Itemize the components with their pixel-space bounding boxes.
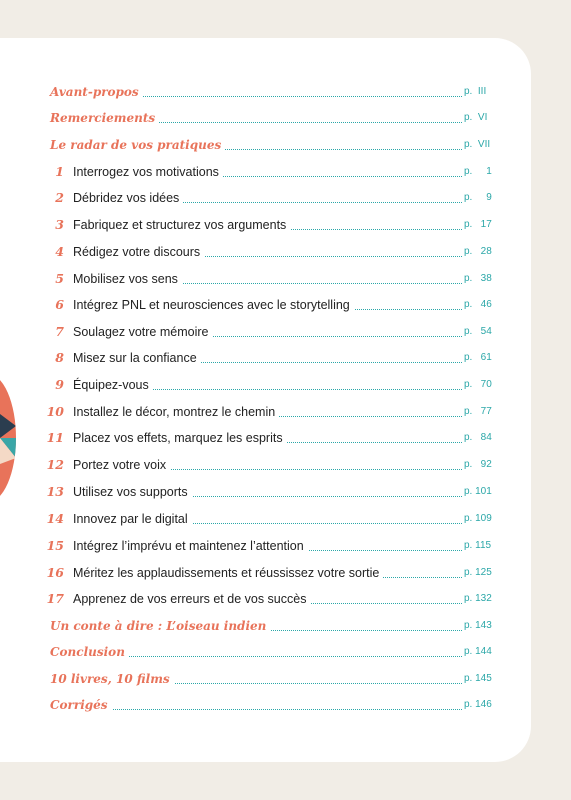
entry-title: Misez sur la confiance — [73, 348, 201, 368]
toc-entry[interactable] — [0, 509, 531, 529]
entry-title: Intégrez PNL et neurosciences avec le storytelling — [73, 295, 354, 315]
toc-entry[interactable] — [0, 215, 531, 235]
entry-title: Un conte à dire : L’oiseau indien — [50, 616, 270, 636]
entry-title: Installez le décor, montrez le chemin — [73, 402, 279, 422]
chapter-number: 10 — [46, 404, 64, 419]
page-number: p. 61 — [464, 352, 492, 363]
chapter-number: 17 — [46, 591, 64, 606]
page-number: p. III — [464, 86, 487, 97]
chapter-number: 14 — [46, 511, 64, 526]
toc-entry[interactable] — [0, 642, 531, 662]
toc-entry[interactable] — [0, 563, 531, 583]
toc-entry[interactable] — [0, 295, 531, 315]
toc-entry[interactable] — [0, 322, 531, 342]
toc-entry[interactable] — [0, 188, 531, 208]
chapter-number: 8 — [55, 350, 64, 365]
entry-title: Intégrez l’imprévu et maintenez l’attention — [73, 536, 308, 556]
page-number: p. 28 — [464, 246, 492, 257]
entry-title: 10 livres, 10 films — [50, 669, 174, 689]
page-number: p. 143 — [464, 620, 492, 631]
page-number: p. 46 — [464, 299, 492, 310]
entry-title: Innovez par le digital — [73, 509, 192, 529]
page-number: p. 77 — [464, 406, 492, 417]
entry-title: Débridez vos idées — [73, 188, 183, 208]
toc-entry[interactable] — [0, 455, 531, 475]
entry-title: Portez votre voix — [73, 455, 170, 475]
entry-title: Méritez les applaudissements et réussissez votre sortie — [73, 563, 383, 583]
entry-title: Mobilisez vos sens — [73, 269, 182, 289]
entry-title: Rédigez votre discours — [73, 242, 204, 262]
page-number: p. 17 — [464, 219, 492, 230]
toc-entry[interactable] — [0, 589, 531, 609]
chapter-number: 12 — [46, 457, 64, 472]
entry-title: Avant-propos — [50, 82, 143, 102]
entry-title: Placez vos effets, marquez les esprits — [73, 428, 287, 448]
page-number: p. 145 — [464, 673, 492, 684]
page-number: p. 109 — [464, 513, 492, 524]
entry-title: Fabriquez et structurez vos arguments — [73, 215, 290, 235]
toc-entry[interactable] — [0, 162, 531, 182]
chapter-number: 11 — [46, 430, 64, 445]
entry-title: Soulagez votre mémoire — [73, 322, 212, 342]
entry-title: Le radar de vos pratiques — [50, 135, 225, 155]
chapter-number: 16 — [46, 565, 64, 580]
page-number: p. 9 — [464, 192, 492, 203]
toc-entry[interactable] — [0, 135, 531, 155]
toc-entry[interactable] — [0, 375, 531, 395]
toc-entry[interactable] — [0, 82, 531, 102]
entry-title: Apprenez de vos erreurs et de vos succès — [73, 589, 310, 609]
entry-title: Remerciements — [50, 108, 159, 128]
toc-entry[interactable] — [0, 348, 531, 368]
chapter-number: 9 — [55, 377, 64, 392]
entry-title: Équipez-vous — [73, 375, 153, 395]
page-number: p. 132 — [464, 593, 492, 604]
page-number: p. 70 — [464, 379, 492, 390]
page-number: p. VII — [464, 139, 491, 150]
page-number: p. 92 — [464, 459, 492, 470]
chapter-number: 4 — [55, 244, 64, 259]
entry-title: Utilisez vos supports — [73, 482, 192, 502]
page-number: p. 125 — [464, 567, 492, 578]
page-number: p. 115 — [464, 540, 492, 551]
page-number: p. VI — [464, 112, 488, 123]
toc-entry[interactable] — [0, 536, 531, 556]
dot-leader — [50, 695, 462, 710]
chapter-number: 3 — [55, 217, 64, 232]
toc-entry[interactable] — [0, 669, 531, 689]
page-number: p. 146 — [464, 699, 492, 710]
chapter-number: 1 — [55, 164, 64, 179]
toc-entry[interactable] — [0, 269, 531, 289]
chapter-number: 5 — [55, 271, 64, 286]
toc-entry[interactable] — [0, 428, 531, 448]
page-number: p. 101 — [464, 486, 492, 497]
page-number: p. 54 — [464, 326, 492, 337]
toc-entry[interactable] — [0, 616, 531, 636]
page-number: p. 84 — [464, 432, 492, 443]
entry-title: Conclusion — [50, 642, 129, 662]
page-number: p. 144 — [464, 646, 492, 657]
toc-entry[interactable] — [0, 482, 531, 502]
chapter-number: 13 — [46, 484, 64, 499]
toc-entry[interactable] — [0, 402, 531, 422]
entry-title: Corrigés — [50, 695, 112, 715]
chapter-number: 7 — [55, 324, 64, 339]
chapter-number: 15 — [46, 538, 64, 553]
page-number: p. 1 — [464, 166, 492, 177]
chapter-number: 6 — [55, 297, 64, 312]
toc-entry[interactable] — [0, 242, 531, 262]
page-number: p. 38 — [464, 273, 492, 284]
toc-entry[interactable] — [0, 108, 531, 128]
toc-entry[interactable] — [0, 695, 531, 715]
entry-title: Interrogez vos motivations — [73, 162, 223, 182]
chapter-number: 2 — [55, 190, 64, 205]
